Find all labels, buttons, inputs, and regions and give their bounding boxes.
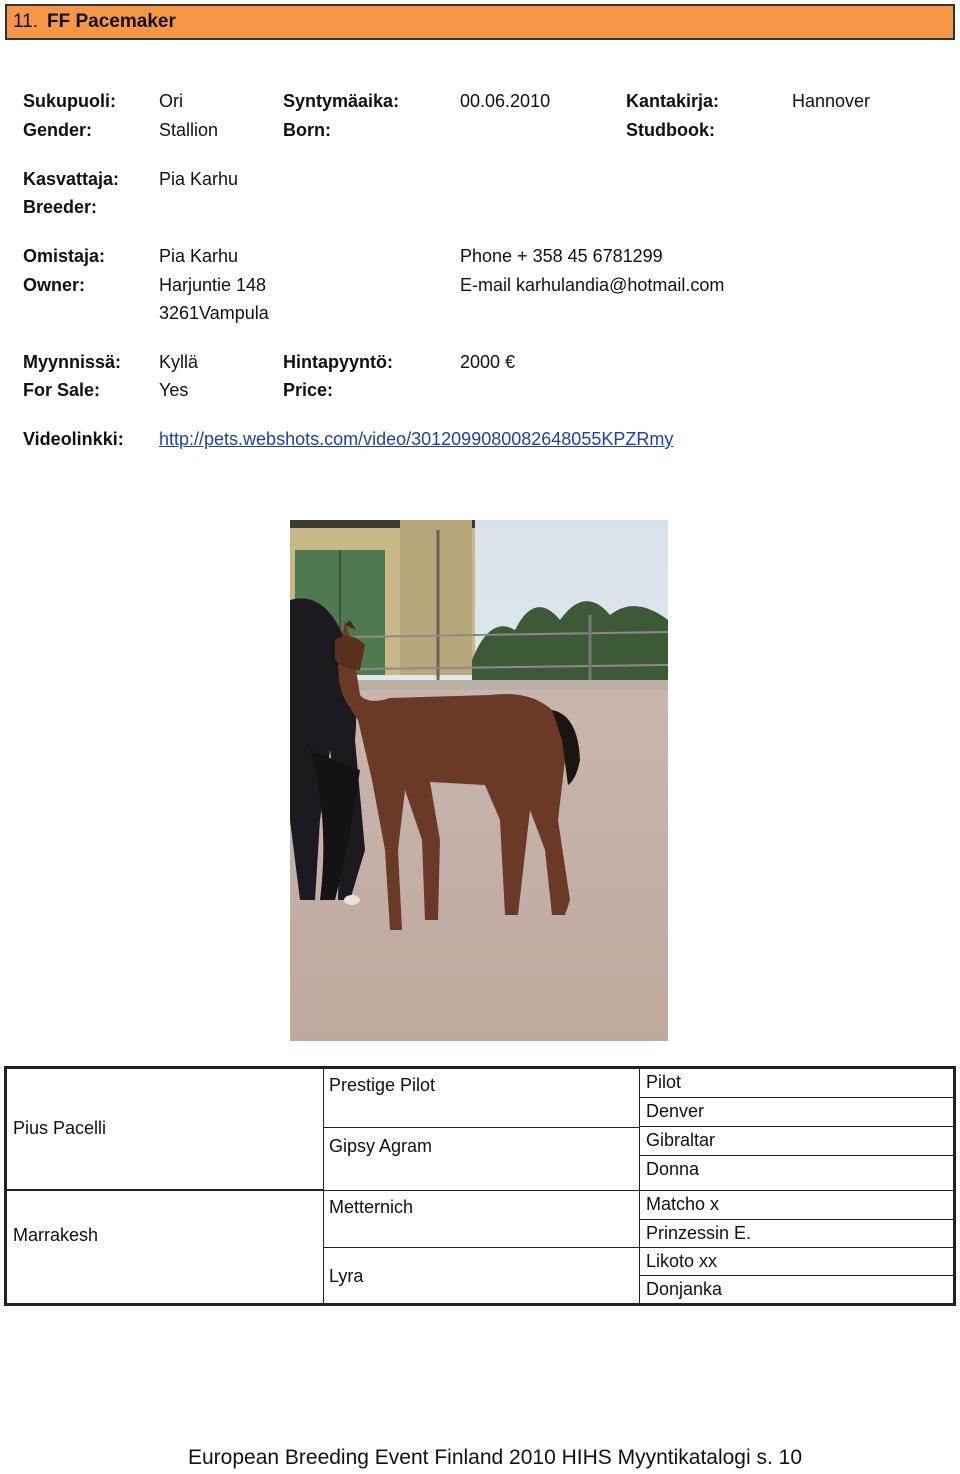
- sire-sire-name: Prestige Pilot: [329, 1075, 436, 1095]
- ggp-name: Gibraltar: [646, 1130, 716, 1150]
- syntymaaika-label: Syntymäaika:: [283, 91, 400, 111]
- forsale-label: For Sale:: [23, 380, 101, 400]
- studbook-label: Studbook:: [626, 120, 715, 140]
- pedigree-dd-cell: [323, 1247, 640, 1304]
- title-bar: [5, 4, 955, 40]
- price-label: Price:: [283, 380, 334, 400]
- owner-phone: Phone + 358 45 6781299: [460, 246, 663, 266]
- ggp-name: Matcho x: [646, 1194, 720, 1214]
- gender-label: Gender:: [23, 120, 93, 140]
- sire-dam-name: Gipsy Agram: [329, 1136, 433, 1156]
- kasvattaja-label: Kasvattaja:: [23, 169, 120, 189]
- owner-label: Owner:: [23, 275, 86, 295]
- ggp-name: Donjanka: [646, 1279, 723, 1299]
- video-link[interactable]: http://pets.webshots.com/video/3012099080082648055KPZRmy: [159, 429, 674, 449]
- breeder-label: Breeder:: [23, 197, 98, 217]
- horse-name: FF Pacemaker: [47, 11, 176, 32]
- born-value: 00.06.2010: [460, 91, 551, 111]
- ggp-name: Prinzessin E.: [646, 1223, 752, 1243]
- ggp-name: Donna: [646, 1159, 700, 1179]
- pedigree-ggp-cell: [639, 1068, 954, 1098]
- sukupuoli-value: Ori: [159, 91, 183, 111]
- studbook-value: Hannover: [792, 91, 871, 111]
- dam-dam-name: Lyra: [329, 1266, 364, 1286]
- pedigree-table: [4, 1066, 956, 1306]
- sukupuoli-label: Sukupuoli:: [23, 91, 116, 111]
- sire-name: Pius Pacelli: [13, 1118, 107, 1138]
- page-footer: European Breeding Event Finland 2010 HIHS Myyntikatalogi s. 10: [187, 1446, 803, 1469]
- forsale-value: Yes: [159, 380, 189, 400]
- pedigree-dam-cell: [6, 1190, 324, 1304]
- owner-city: 3261Vampula: [159, 303, 269, 323]
- videolinkki-label: Videolinkki:: [23, 429, 124, 449]
- omistaja-label: Omistaja:: [23, 246, 106, 266]
- owner-email: E-mail karhulandia@hotmail.com: [460, 275, 725, 295]
- dam-name: Marrakesh: [13, 1225, 99, 1245]
- dam-sire-name: Metternich: [329, 1197, 414, 1217]
- foal-photo: [290, 520, 668, 1041]
- ggp-name: Likoto xx: [646, 1251, 718, 1271]
- hintapyynto-label: Hintapyyntö:: [283, 352, 393, 372]
- ggp-name: Pilot: [646, 1072, 682, 1092]
- breeder-value: Pia Karhu: [159, 169, 239, 189]
- kantakirja-label: Kantakirja:: [626, 91, 720, 111]
- born-label: Born:: [283, 120, 331, 140]
- gender-value: Stallion: [159, 120, 219, 140]
- price-value: 2000 €: [460, 352, 516, 372]
- owner-name: Pia Karhu: [159, 246, 239, 266]
- catalog-number: 11.: [13, 11, 39, 32]
- owner-street: Harjuntie 148: [159, 275, 267, 295]
- myynnissa-label: Myynnissä:: [23, 352, 122, 372]
- ggp-name: Denver: [646, 1101, 705, 1121]
- myynnissa-value: Kyllä: [159, 352, 199, 372]
